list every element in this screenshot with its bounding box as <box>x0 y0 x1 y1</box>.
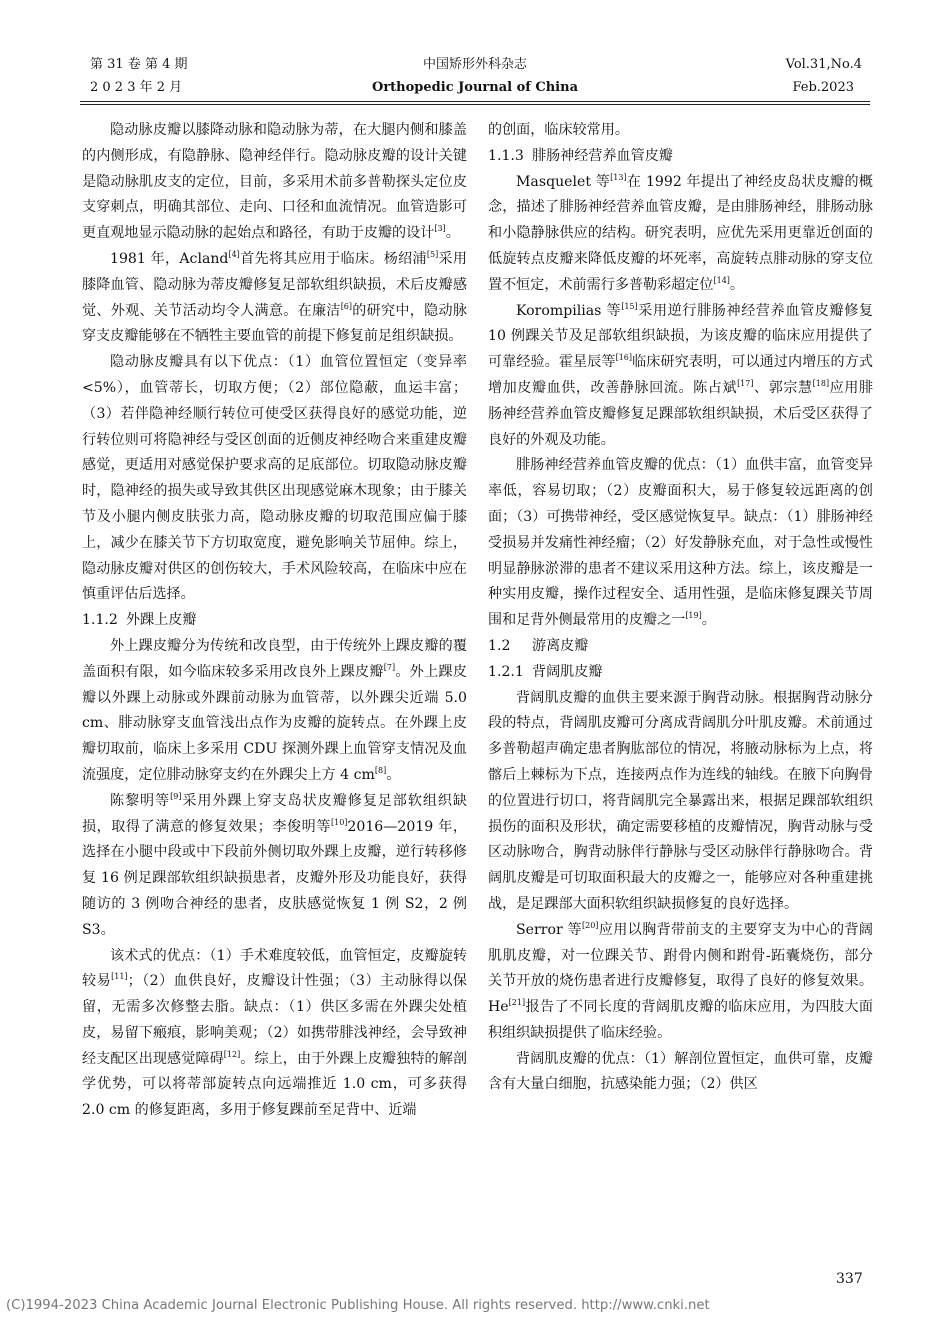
paragraph: 腓肠神经营养血管皮瓣的优点：（1）血供丰富，血管变异率低，容易切取；（2）皮瓣面积大，易于修复较远距离的创面；（3）可携带神经，受区感觉恢复早。缺点：（1）腓肠神经受损易并发痛性神经瘤；（2）好发静脉充血，对于急性或慢性明显静脉淤滞的患者不建议采用这种方法。综上，该皮瓣是一种实用皮瓣，操作过程安全、适用性强，是临床修复踝关节周围和足背外侧最常用的皮瓣之一[19]。 <box>488 457 873 629</box>
paragraph: Serror 等[20]应用以胸背带前支的主要穿支为中心的背阔肌肌皮瓣，对一位踝关节、跗骨内侧和跗骨-跖囊烧伤，部分关节开放的烧伤患者进行皮瓣修复，取得了良好的修复效果。He[21]报告了不同长度的背阔肌皮瓣的临床应用，为四肢大面积组织缺损提供了临床经验。 <box>488 920 873 1041</box>
paragraph: 外上踝皮瓣分为传统和改良型，由于传统外上踝皮瓣的覆盖面积有限，如今临床较多采用改良外上踝皮瓣[7]。外上踝皮瓣以外踝上动脉或外踝前动脉为血管蒂，以外踝尖近端 5.0 cm、腓动脉穿支血管浅出点作为皮瓣的旋转点。在外踝上皮瓣切取前，临床上多采用 CDU 探测外踝上血管穿支情况及血流强度，定位腓动脉穿支约在外踝尖上方 4 cm[8]。 <box>82 637 467 783</box>
right-column <box>488 118 873 1098</box>
header-rule-top <box>80 101 870 102</box>
citation: [4] <box>228 249 240 259</box>
paragraph: 的创面，临床较常用。 <box>488 122 629 138</box>
header-volume-issue: 第 31 卷 第 4 期 <box>90 57 188 72</box>
citation: [20] <box>581 920 599 930</box>
citation: [10] <box>330 817 348 827</box>
citation: [17] <box>737 378 754 388</box>
paragraph: 背阔肌皮瓣的优点：（1）解剖位置恒定，血供可靠，皮瓣含有大量白细胞，抗感染能力强；（2）供区 <box>488 1050 873 1093</box>
citation: [18] <box>812 378 830 388</box>
citation: [3] <box>434 224 446 234</box>
paragraph: 背阔肌皮瓣的血供主要来源于胸背动脉。根据胸背动脉分段的特点，背阔肌皮瓣可分离成背阔肌分叶肌皮瓣。术前通过多普勒超声确定患者胸肱部位的情况，将腋动脉标为上点，将髂后上棘标为下点，连接两点作为连线的轴线。在腋下向胸骨的位置进行切口，将背阔肌完全暴露出来，根据足踝部软组织损伤的面积及形状，确定需要移植的皮瓣情况，胸背动脉与受区动脉吻合，胸背动脉伴行静脉与受区动脉伴行静脉吻合。背阔肌皮瓣是可切取面积最大的皮瓣之一，能够应对各种重建挑战，是足踝部大面积软组织缺损修复的良好选择。 <box>488 689 873 912</box>
header-journal-cn: 中国矫形外科杂志 <box>422 57 527 72</box>
citation: [11] <box>111 972 128 982</box>
section-heading-1-2: 1.2 游离皮瓣 <box>488 637 589 654</box>
header-date: 2 0 2 3 年 2 月 <box>90 80 183 95</box>
citation: [16] <box>615 353 633 363</box>
page-number: 337 <box>836 1271 863 1287</box>
paragraph: 陈黎明等[9]采用外踝上穿支岛状皮瓣修复足部软组织缺损，取得了满意的修复效果；李俊明等[10]2016—2019 年，选择在小腿中段或中下段前外侧切取外踝上皮瓣，逆行转移修复 16 例足踝部软组织缺损患者，皮瓣外形及功能良好，获得随访的 3 例吻合神经的患者，皮肤感觉恢复 1 例 S2，2 例 S3。 <box>82 791 468 938</box>
citation: [15] <box>621 301 638 311</box>
citation: [14] <box>713 275 730 285</box>
paragraph: 隐动脉皮瓣具有以下优点：（1）血管位置恒定（变异率<5%），血管蒂长，切取方便；（2）部位隐蔽，血运丰富；（3）若伴隐神经顺行转位可使受区获得良好的感觉功能，逆行转位则可将隐神经与受区创面的近侧皮神经吻合来重建皮瓣感觉，更适用对感觉保护要求高的足底部位。切取隐动脉皮瓣时，隐神经的损失或导致其供区出现感觉麻木现象；由于膝关节及小腿内侧皮肤张力高，隐动脉皮瓣的切取范围应偏于膝上，减少在膝关节下方切取宽度，避免影响关节屈伸。综上，隐动脉皮瓣对供区的创伤较大，手术风险较高，在临床中应在慎重评估后选择。 <box>82 354 467 603</box>
citation: [19] <box>685 611 702 621</box>
citation: [9] <box>170 791 182 801</box>
paragraph: 1981 年，Acland[4]首先将其应用于临床。杨绍浦[5]采用膝降血管、隐动脉为蒂皮瓣修复足部软组织缺损，术后皮瓣感觉、外观、关节活动均令人满意。在廉洁[6]的研究中，隐动脉穿支皮瓣能够在不牺牲主要血管的前提下修复前足组织缺损。 <box>82 249 468 345</box>
section-heading-1-1-3: 1.1.3 腓肠神经营养血管皮瓣 <box>488 147 673 164</box>
paragraph: 该术式的优点：（1）手术难度较低，血管恒定，皮瓣旋转较易[11]；（2）血供良好，皮瓣设计性强；（3）主动脉得以保留，无需多次修整去脂。缺点：（1）供区多需在外踝尖处植皮，易留下瘢痕，影响美观；（2）如携带腓浅神经，会导致神经支配区出现感觉障碍[12]。综上，由于外踝上皮瓣独特的解剖学优势，可以将蒂部旋转点向远端推近 1.0 cm，可多获得 2.0 cm 的修复距离，多用于修复踝前至足背中、近端 <box>82 947 468 1119</box>
citation: [21] <box>508 998 526 1008</box>
citation: [6] <box>340 301 353 311</box>
paragraph: Masquelet 等[13]在 1992 年提出了神经皮岛状皮瓣的概念，描述了腓肠神经营养血管皮瓣，是由腓肠神经，腓肠动脉和小隐静脉供应的结构。研究表明，应优先采用更靠近创面的低旋转点皮瓣来降低皮瓣的坏死率，高旋转点腓动脉的穿支位置不恒定，术前需行多普勒彩超定位[14]。 <box>488 172 874 293</box>
left-column <box>82 118 467 1124</box>
paragraph: 隐动脉皮瓣以膝降动脉和隐动脉为蒂，在大腿内侧和膝盖的内侧形成，有隐静脉、隐神经伴行。隐动脉皮瓣的设计关键是隐动脉肌皮支的定位，目前，多采用术前多普勒探头定位皮支穿刺点，明确其部位、走向、口径和血流情况。血管造影可更直观地显示隐动脉的起始点和路径，有助于皮瓣的设计[3]。 <box>82 122 467 242</box>
citation: [13] <box>610 172 627 182</box>
header-volume-issue-en: Vol.31,No.4 <box>785 57 862 72</box>
section-heading-1-2-1: 1.2.1 背阔肌皮瓣 <box>488 663 603 680</box>
section-heading-1-1-2: 1.1.2 外踝上皮瓣 <box>82 612 197 629</box>
header-rule-bottom <box>80 104 870 105</box>
citation: [12] <box>223 1049 241 1059</box>
citation: [5] <box>426 249 439 259</box>
header-date-en: Feb.2023 <box>792 80 854 95</box>
citation: [7] <box>383 662 396 672</box>
paragraph: Korompilias 等[15]采用逆行腓肠神经营养血管皮瓣修复 10 例踝关节及足部软组织缺损，为该皮瓣的临床应用提供了可靠经验。霍星辰等[16]临床研究表明，可以通过内增压的方式增加皮瓣血供，改善静脉回流。陈占斌[17]、郭宗慧[18]应用腓肠神经营养血管皮瓣修复足踝部软组织缺损，术后受区获得了良好的外观及功能。 <box>488 301 874 448</box>
header-journal-en: Orthopedic Journal of China <box>372 80 578 95</box>
citation: [8] <box>374 765 387 775</box>
copyright-footer: (C)1994-2023 China Academic Journal Electronic Publishing House. All rights reserved. http://www.cnki.net <box>6 1298 710 1313</box>
